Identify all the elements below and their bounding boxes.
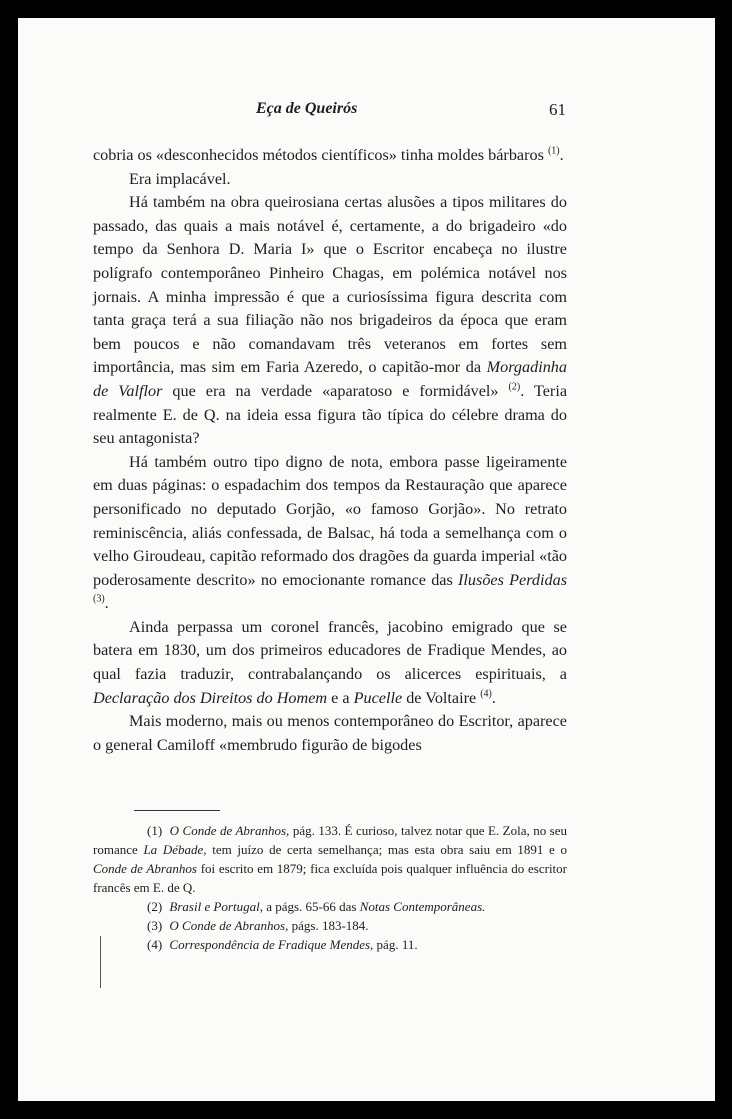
text-span: . [104, 594, 109, 613]
work-title: Ilusões Perdidas [458, 570, 568, 589]
work-title: Conde de Abranhos [93, 861, 197, 876]
footnote-number: (2) [147, 899, 163, 914]
text-span: pág. 133. É curioso, talvez notar que E. Zola, no seu romance [93, 823, 568, 857]
text-span: pág. 11. [376, 937, 418, 952]
running-title: Eça de Queirós [256, 100, 358, 117]
footnote [93, 935, 567, 954]
footnote-ref: (4) [480, 688, 492, 700]
footnote-divider [134, 810, 220, 811]
footnote [93, 916, 567, 935]
paragraph [93, 451, 567, 616]
text-span: foi escrito em 1879; fica excluída pois qualquer influência do escritor francês em E. de Q. [93, 861, 567, 895]
paragraph: Mais moderno, mais ou menos contemporâneo do Escritor, aparece o general Camiloff «membrudo figurão de bigodes [93, 712, 567, 754]
book-page [18, 18, 715, 1101]
paragraph [93, 144, 567, 168]
work-title: O Conde de Abranhos, [169, 823, 290, 838]
paragraph [93, 616, 567, 710]
footnotes [93, 821, 567, 954]
page-header [18, 100, 715, 124]
scan-artifact [100, 936, 101, 988]
footnote [93, 897, 567, 916]
paragraph [93, 191, 567, 451]
paragraph: Era implacável. [129, 169, 231, 188]
footnote-ref: (2) [508, 381, 521, 393]
text-span: . Teria realmente E. de Q. na ideia essa figura tão típica do célebre drama do seu antagonista? [93, 381, 567, 448]
work-title: La Débade, [143, 842, 207, 857]
text-span: Há também na obra queirosiana certas alusões a tipos militares do passado, das quais a mais notável é, certamente, a do brigadeiro «do tempo da Senhora D. Maria I» que o Escritor encabeça no ilustre polígrafo contemporâneo Pinheiro Chagas, em polémica notável nos jornais. A minha impressão é que a curiosíssima figura descrita com tanta graça terá a sua filiação não nos brigadeiros da época que eram bem poucos e não comandavam três veteranos em fortes sem importância, mas sim em Faria Azeredo, o capitão-mor da [93, 193, 567, 377]
footnote-ref: (1) [547, 145, 560, 157]
work-title: Brasil e Portugal, [169, 899, 263, 914]
work-title: Morgadinha de Valflor [93, 358, 567, 400]
footnote [93, 821, 567, 897]
work-title: O Conde de Abranhos, [169, 918, 289, 933]
text-span: . [559, 146, 564, 164]
page-number: 61 [549, 100, 566, 119]
footnote-number: (3) [147, 918, 163, 933]
text-span: Ainda perpassa um coronel francês, jacobino emigrado que se batera em 1830, um dos primeiros educadores de Fradique Mendes, ao qual fazia traduzir, contrabalançando os alicerces espirituais, a [93, 617, 567, 684]
text-span: Há também outro tipo digno de nota, embora passe ligeiramente em duas páginas: o espadachim dos tempos da Restauração que aparece personificado no deputado Gorjão, «o famoso Gorjão». No retrato reminiscência, aliás confessada, de Balsac, há toda a semelhança com o velho Giroudeau, capitão reformado dos dragões da guarda imperial «tão poderosamente descrito» no emocionante romance das [93, 452, 567, 589]
work-title: Notas Contemporâneas. [359, 899, 486, 914]
text-span: págs. 183-184. [291, 918, 369, 933]
work-title: Pucelle [353, 688, 403, 707]
text-span: tem juízo de certa semelhança; mas esta obra saiu em 1891 e o [212, 842, 567, 857]
text-span: a págs. 65-66 das [266, 899, 357, 914]
footnote-number: (4) [147, 937, 163, 952]
main-text [93, 144, 567, 757]
text-span: que era na verdade «aparatoso e formidável» [172, 381, 499, 400]
work-title: Declaração dos Direitos do Homem [93, 688, 328, 707]
footnote-number: (1) [147, 823, 163, 838]
text-span: de Voltaire [406, 688, 477, 707]
text-span: e a [331, 688, 350, 707]
text-span: cobria os «desconhecidos métodos científicos» tinha moldes bárbaros [93, 146, 544, 164]
text-span: . [491, 688, 496, 707]
footnote-ref: (3) [93, 593, 105, 605]
work-title: Correspondência de Fradique Mendes, [169, 937, 374, 952]
